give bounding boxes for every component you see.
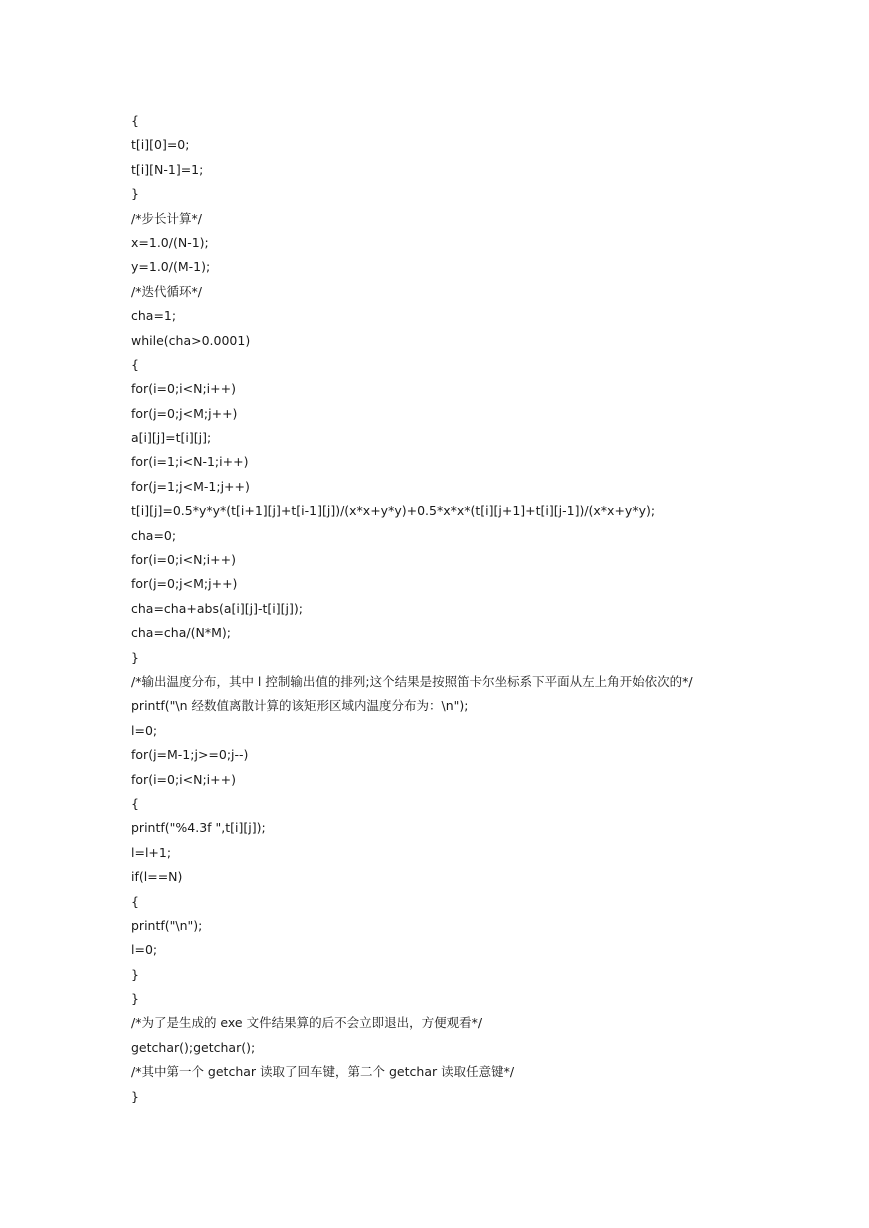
code-line: t[i][j]=0.5*y*y*(t[i+1][j]+t[i-1][j])/(x*x+y*y)+0.5*x*x*(t[i][j+1]+t[i][j-1])/(x*x+y*y);: [131, 503, 656, 519]
code-line: if(l==N): [131, 869, 183, 885]
code-line: for(j=0;j<M;j++): [131, 405, 238, 421]
code-line: {: [131, 113, 139, 128]
code-line: }: [131, 186, 139, 202]
code-line: t[i][N-1]=1;: [131, 161, 204, 177]
code-line: {: [131, 893, 139, 909]
code-line: }: [131, 1088, 139, 1104]
code-line: for(j=0;j<M;j++): [131, 576, 238, 592]
code-line: {: [131, 356, 139, 372]
code-comment: /*其中第一个 getchar 读取了回车键，第二个 getchar 读取任意键*/: [131, 1064, 515, 1080]
code-line: printf("%4.3f ",t[i][j]);: [131, 820, 266, 836]
code-line: a[i][j]=t[i][j];: [131, 430, 212, 446]
code-line: cha=cha+abs(a[i][j]-t[i][j]);: [131, 600, 303, 616]
code-line: for(i=0;i<N;i++): [131, 552, 236, 568]
code-line: x=1.0/(N-1);: [131, 234, 209, 250]
code-line: t[i][0]=0;: [131, 137, 190, 153]
code-line: cha=1;: [131, 308, 177, 324]
code-line: }: [131, 966, 139, 982]
code-line: l=0;: [131, 942, 158, 958]
code-line: printf("\n 经数值离散计算的该矩形区域内温度分布为：\n");: [131, 698, 469, 714]
code-line: }: [131, 991, 139, 1007]
code-comment: /*为了是生成的 exe 文件结果算的后不会立即退出，方便观看*/: [131, 1015, 483, 1031]
code-line: l=l+1;: [131, 844, 172, 860]
code-line: cha=cha/(N*M);: [131, 625, 231, 641]
code-line: cha=0;: [131, 527, 177, 543]
code-line: printf("\n");: [131, 917, 203, 933]
code-line: }: [131, 649, 139, 665]
code-line: for(j=1;j<M-1;j++): [131, 478, 250, 494]
code-line: {: [131, 795, 139, 811]
code-line: for(i=1;i<N-1;i++): [131, 454, 249, 470]
code-comment: /*输出温度分布，其中 l 控制输出值的排列;这个结果是按照笛卡尔坐标系下平面从左上角开始依次的*/: [131, 673, 693, 689]
code-listing: [131, 109, 831, 1109]
code-comment: /*迭代循环*/: [131, 283, 202, 299]
code-line: while(cha>0.0001): [131, 332, 251, 348]
code-line: getchar();getchar();: [131, 1039, 256, 1055]
code-comment: /*步长计算*/: [131, 210, 202, 226]
code-line: for(i=0;i<N;i++): [131, 771, 236, 787]
code-line: l=0;: [131, 722, 158, 738]
code-line: for(j=M-1;j>=0;j--): [131, 747, 249, 763]
code-line: y=1.0/(M-1);: [131, 259, 211, 275]
code-line: for(i=0;i<N;i++): [131, 381, 236, 397]
